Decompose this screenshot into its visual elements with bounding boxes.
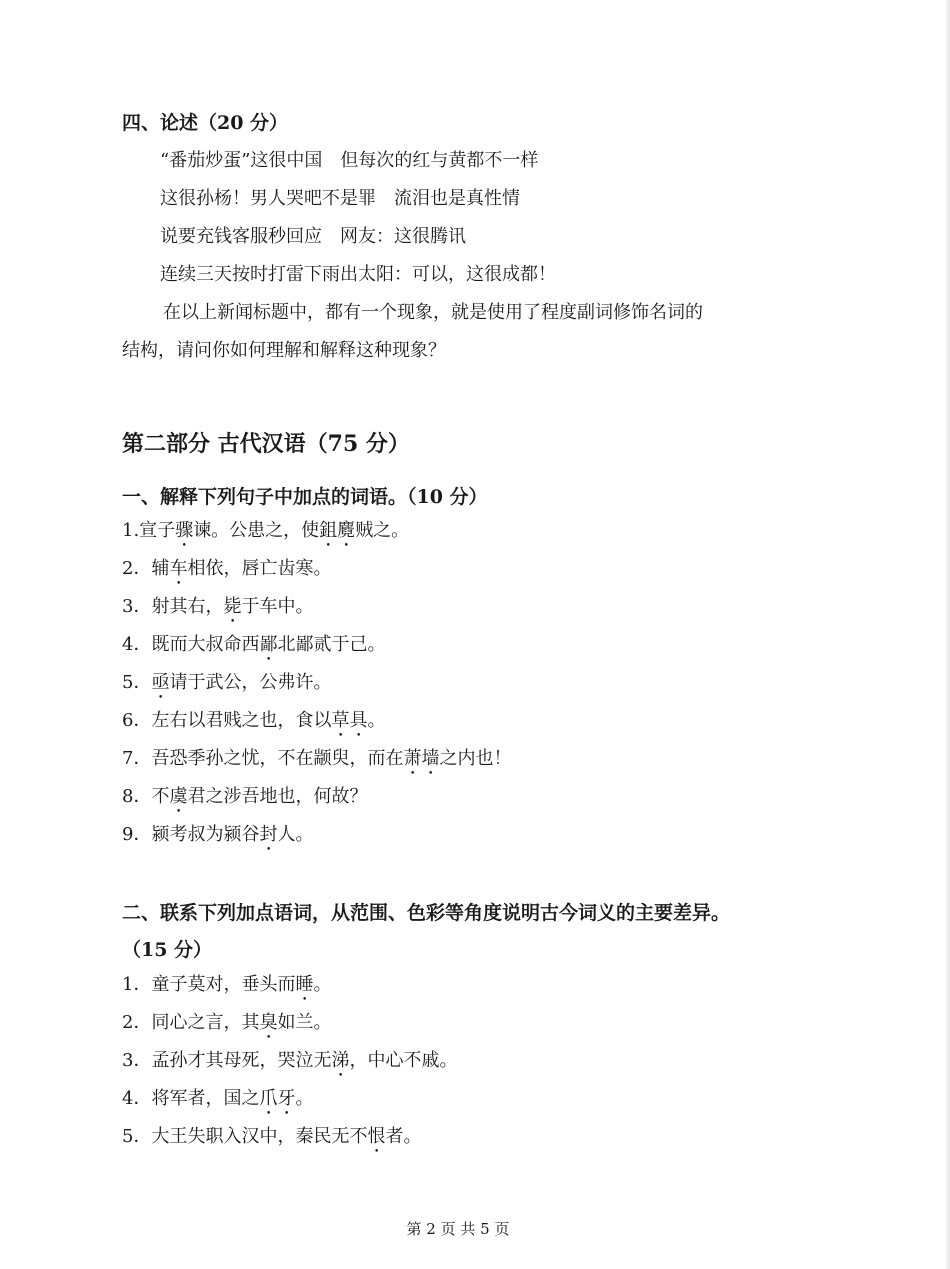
news-headline-3: 说要充钱客服秒回应 网友：这很腾讯 (160, 226, 466, 247)
q2-item-2 (122, 1012, 331, 1043)
item-text: 4．将军者，国之 (122, 1088, 260, 1109)
q2-item-1 (122, 974, 331, 1005)
section-4-question-line-1: 在以上新闻标题中，都有一个现象，就是使用了程度副词修饰名词的 (163, 302, 703, 323)
q1-item-9 (122, 824, 313, 855)
q1-item-5 (122, 672, 331, 703)
dotted-word: 恨 (367, 1126, 386, 1147)
item-text: 5．大王失职入汉中，秦民无不 (122, 1126, 368, 1147)
item-text: 如兰。 (277, 1012, 332, 1033)
q1-item-3 (122, 596, 313, 627)
dotted-word: 鄙 (259, 634, 278, 655)
dotted-word: 睡 (295, 974, 314, 995)
q1-item-4 (122, 634, 385, 665)
item-text: 于车中。 (241, 596, 314, 617)
dotted-word: 草具 (331, 710, 368, 731)
q2-item-3 (122, 1050, 457, 1081)
news-headline-4: 连续三天按时打雷下雨出太阳：可以，这很成都！ (160, 264, 556, 285)
item-text: 相依，唇亡齿寒。 (187, 558, 332, 579)
item-text: ，中心不戚。 (349, 1050, 458, 1071)
q1-item-8 (122, 786, 367, 817)
dotted-word: 毙 (223, 596, 242, 617)
dotted-word: 萧墙 (403, 748, 440, 769)
item-text: 。 (313, 974, 332, 995)
scan-edge-shadow (944, 0, 950, 1269)
item-text: 者。 (385, 1126, 422, 1147)
question-2-heading-line-1: 二、联系下列加点语词，从范围、色彩等角度说明古今词义的主要差异。 (122, 902, 731, 924)
item-text: 君之涉吾地也，何故？ (187, 786, 368, 807)
item-text: 贼之。 (355, 520, 410, 541)
dotted-word: 封 (259, 824, 278, 845)
q1-item-1 (122, 520, 409, 551)
news-headline-2: 这很孙杨！男人哭吧不是罪 流泪也是真性情 (160, 188, 520, 209)
item-text: 谏。公患之，使 (193, 520, 320, 541)
item-text: 2．辅 (122, 558, 170, 579)
q1-item-6 (122, 710, 385, 741)
dotted-word: 虞 (169, 786, 188, 807)
item-text: 。 (295, 1088, 314, 1109)
item-text: 8．不 (122, 786, 170, 807)
q1-item-2 (122, 558, 331, 589)
news-headline-1: “番茄炒蛋”这很中国 但每次的红与黄都不一样 (160, 150, 539, 171)
q2-item-5 (122, 1126, 421, 1157)
q2-item-4 (122, 1088, 313, 1119)
section-4-question-line-2: 结构，请问你如何理解和解释这种现象？ (122, 340, 446, 361)
dotted-word: 车 (169, 558, 188, 579)
item-text: 北鄙贰于己。 (277, 634, 386, 655)
item-text: 。 (367, 710, 386, 731)
item-text: 6．左右以君贱之也，食以 (122, 710, 332, 731)
dotted-word: 爪牙 (259, 1088, 296, 1109)
q1-item-7 (122, 748, 511, 779)
item-text: 1．童子莫对，垂头而 (122, 974, 296, 995)
item-text: 请于武公，公弗许。 (169, 672, 332, 693)
dotted-word: 涕 (331, 1050, 350, 1071)
part-2-heading: 第二部分 古代汉语（75 分） (122, 431, 410, 457)
item-text: 9．颍考叔为颍谷 (122, 824, 260, 845)
dotted-word: 骤 (175, 520, 194, 541)
dotted-word: 臭 (259, 1012, 278, 1033)
item-text: 人。 (277, 824, 314, 845)
item-text: 7．吾恐季孙之忧，不在颛臾，而在 (122, 748, 404, 769)
dotted-word: 亟 (151, 672, 170, 693)
item-text: 3．孟孙才其母死，哭泣无 (122, 1050, 332, 1071)
item-text: 4．既而大叔命西 (122, 634, 260, 655)
question-1-heading: 一、解释下列句子中加点的词语。（10 分） (122, 486, 488, 508)
item-text: 3．射其右， (122, 596, 224, 617)
item-text: 1.宣子 (122, 520, 176, 541)
question-2-heading-line-2: （15 分） (122, 939, 213, 961)
section-4-heading: 四、论述（20 分） (122, 112, 289, 134)
item-text: 5． (122, 672, 152, 693)
dotted-word: 鉏麑 (319, 520, 356, 541)
page-number-footer: 第 2 页 共 5 页 (406, 1220, 510, 1238)
item-text: 2．同心之言，其 (122, 1012, 260, 1033)
item-text: 之内也！ (439, 748, 512, 769)
